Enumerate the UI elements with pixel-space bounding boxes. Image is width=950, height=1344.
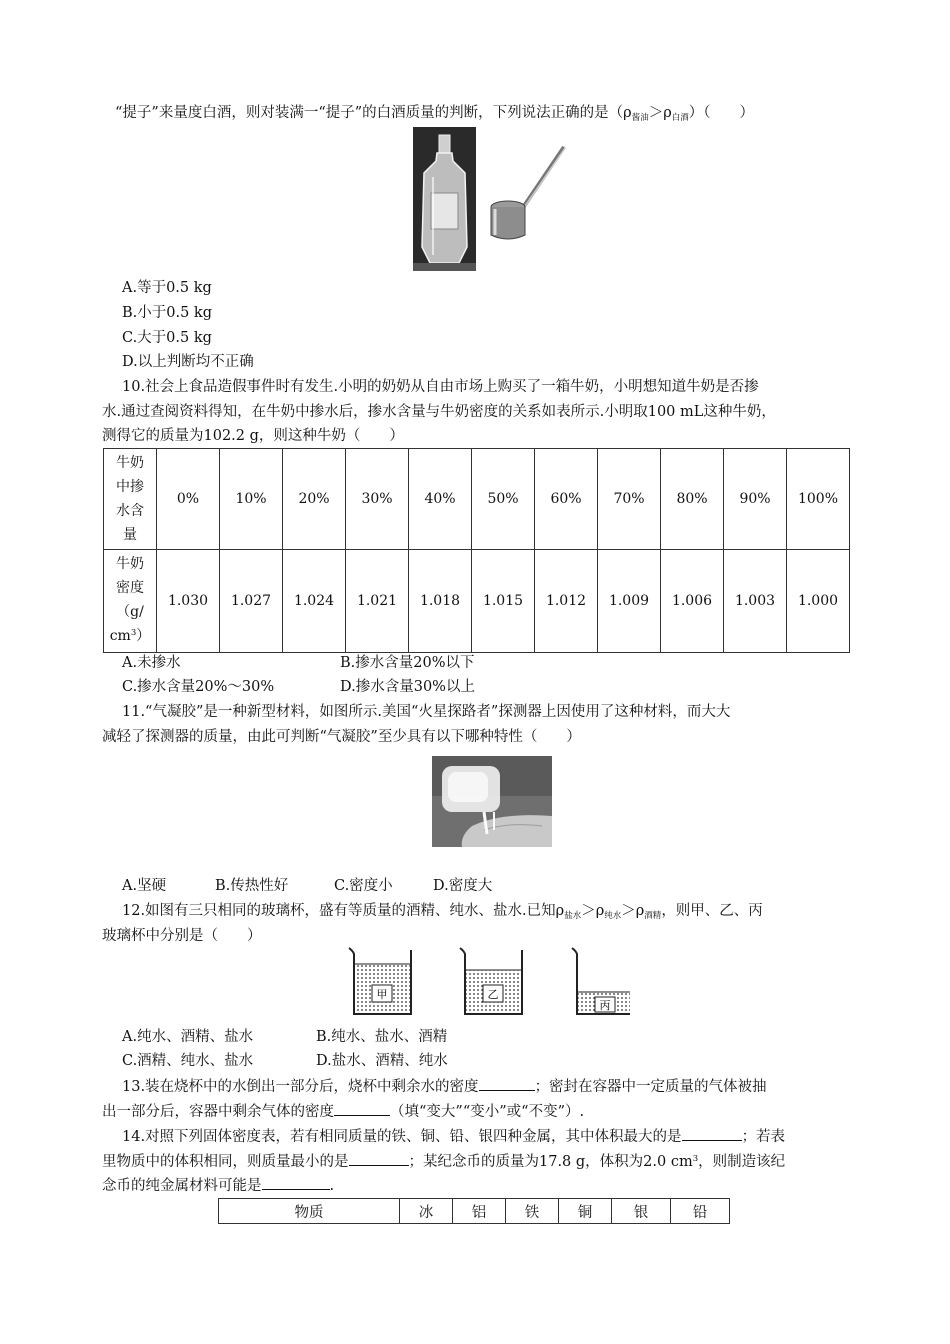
q9-option-c: C.大于0.5 kg bbox=[122, 330, 212, 346]
table-cell: 1.009 bbox=[598, 550, 661, 653]
table-cell: 1.027 bbox=[220, 550, 283, 653]
table-header-cell: 银 bbox=[612, 1199, 671, 1224]
table-cell: 1.000 bbox=[787, 550, 850, 653]
beaker-yi bbox=[460, 948, 522, 1014]
table-cell: 30% bbox=[346, 449, 409, 550]
table-cell: 1.030 bbox=[157, 550, 220, 653]
answer-blank[interactable] bbox=[682, 1126, 742, 1141]
liquor-bottle-photo bbox=[413, 127, 476, 271]
three-beakers-figure bbox=[340, 944, 630, 1020]
q10-option-c: C.掺水含量20%～30% bbox=[122, 679, 275, 695]
table-cell: 1.018 bbox=[409, 550, 472, 653]
table-header-cell: 铅 bbox=[671, 1199, 730, 1224]
table-cell: 1.006 bbox=[661, 550, 724, 653]
q11-option-a: A.坚硬 bbox=[122, 878, 167, 894]
table-cell: 100% bbox=[787, 449, 850, 550]
solid-density-table bbox=[218, 1198, 730, 1224]
q10-option-a: A.未掺水 bbox=[122, 655, 181, 671]
answer-blank[interactable] bbox=[479, 1076, 535, 1091]
row-header-water-content: 牛奶 中掺 水含 量 bbox=[104, 449, 157, 550]
table-row bbox=[104, 550, 850, 653]
q12-option-b: B.纯水、盐水、酒精 bbox=[316, 1029, 448, 1045]
q10-stem-line1: 10.社会上食品造假事件时有发生.小明的奶奶从自由市场上购买了一箱牛奶，小明想知道牛奶是否掺 bbox=[122, 379, 759, 395]
q13-stem-line2: 出一部分后，容器中剩余气体的密度 （填“变大”“变小”或“不变”）. bbox=[102, 1101, 584, 1122]
q14-stem-line2: 里物质中的体积相同，则质量最小的是 ；某纪念币的质量为17.8 g，体积为2.0 $cm^3$，则制造该纪 bbox=[102, 1151, 785, 1174]
milk-density-table bbox=[103, 448, 850, 653]
q12-option-d: D.盐水、酒精、纯水 bbox=[316, 1053, 448, 1069]
table-header-cell: 冰 bbox=[400, 1199, 453, 1224]
q10-option-b: B.掺水含量20%以下 bbox=[340, 655, 475, 671]
table-row bbox=[104, 449, 850, 550]
q11-stem-line2: 减轻了探测器的质量，由此可判断“气凝胶”至少具有以下哪种特性（ ） bbox=[102, 729, 581, 745]
q10-stem-line2: 水.通过查阅资料得知，在牛奶中掺水后，掺水含量与牛奶密度的关系如表所示.小明取100 mL这种牛奶， bbox=[102, 404, 776, 420]
q10-option-d: D.掺水含量30%以上 bbox=[340, 679, 475, 695]
table-cell: 1.015 bbox=[472, 550, 535, 653]
table-cell: 1.003 bbox=[724, 550, 787, 653]
q10-stem-line3: 测得它的质量为102.2 g，则这种牛奶（ ） bbox=[102, 428, 404, 444]
row-header-density: 牛奶 密度 （g/ $cm^3$） bbox=[104, 550, 157, 653]
table-cell: 70% bbox=[598, 449, 661, 550]
answer-blank[interactable] bbox=[262, 1175, 330, 1190]
table-cell: 80% bbox=[661, 449, 724, 550]
q12-option-a: A.纯水、酒精、盐水 bbox=[122, 1029, 254, 1045]
table-cell: 1.012 bbox=[535, 550, 598, 653]
q9-stem: “提子”来量度白酒，则对装满一“提子”的白酒质量的判断，下列说法正确的是$(\rho_{酱油}>\rho_{白酒})$（ ） bbox=[115, 105, 754, 123]
q12-option-c: C.酒精、纯水、盐水 bbox=[122, 1053, 254, 1069]
table-cell: 0% bbox=[157, 449, 220, 550]
q11-stem-line1: 11.“气凝胶”是一种新型材料，如图所示.美国“火星探路者”探测器上因使用了这种材料，而大大 bbox=[122, 704, 731, 720]
q11-option-d: D.密度大 bbox=[433, 878, 493, 894]
table-cell: 1.021 bbox=[346, 550, 409, 653]
table-header-cell: 铝 bbox=[453, 1199, 506, 1224]
q14-stem-line3: 念币的纯金属材料可能是 . bbox=[102, 1175, 334, 1196]
q11-option-c: C.密度小 bbox=[334, 878, 393, 894]
q14-stem-line1: 14.对照下列固体密度表，若有相同质量的铁、铜、铅、银四种金属，其中体积最大的是 ；若表 bbox=[122, 1126, 785, 1147]
answer-blank[interactable] bbox=[334, 1101, 390, 1116]
beaker-label: 丙 bbox=[599, 999, 611, 1012]
beaker-label: 甲 bbox=[376, 988, 388, 1001]
table-cell: 50% bbox=[472, 449, 535, 550]
table-header-cell: 铁 bbox=[506, 1199, 559, 1224]
table-cell: 60% bbox=[535, 449, 598, 550]
table-cell: 90% bbox=[724, 449, 787, 550]
aerogel-photo bbox=[432, 756, 552, 847]
q13-stem-line1: 13.装在烧杯中的水倒出一部分后，烧杯中剩余水的密度 ；密封在容器中一定质量的气体被抽 bbox=[122, 1076, 767, 1097]
q12-stem-line2: 玻璃杯中分别是（ ） bbox=[102, 928, 262, 944]
q11-option-b: B.传热性好 bbox=[215, 878, 289, 894]
table-header-cell: 铜 bbox=[559, 1199, 612, 1224]
q9-option-b: B.小于0.5 kg bbox=[122, 305, 213, 321]
table-cell: 20% bbox=[283, 449, 346, 550]
q9-option-a: A.等于0.5 kg bbox=[122, 280, 212, 296]
q12-stem-line1: 12.如图有三只相同的玻璃杯，盛有等质量的酒精、纯水、盐水.已知$\rho_{盐水}>\rho_{纯水}>\rho_{酒精}$，则甲、乙、丙 bbox=[122, 903, 763, 921]
table-row bbox=[219, 1199, 730, 1224]
beaker-label: 乙 bbox=[487, 988, 499, 1001]
table-cell: 10% bbox=[220, 449, 283, 550]
answer-blank[interactable] bbox=[349, 1151, 409, 1166]
table-header-cell: 物质 bbox=[219, 1199, 400, 1224]
q9-option-d: D.以上判断均不正确 bbox=[122, 354, 254, 370]
table-cell: 40% bbox=[409, 449, 472, 550]
table-cell: 1.024 bbox=[283, 550, 346, 653]
beaker-jia bbox=[349, 948, 411, 1014]
ladle-photo bbox=[486, 143, 570, 243]
